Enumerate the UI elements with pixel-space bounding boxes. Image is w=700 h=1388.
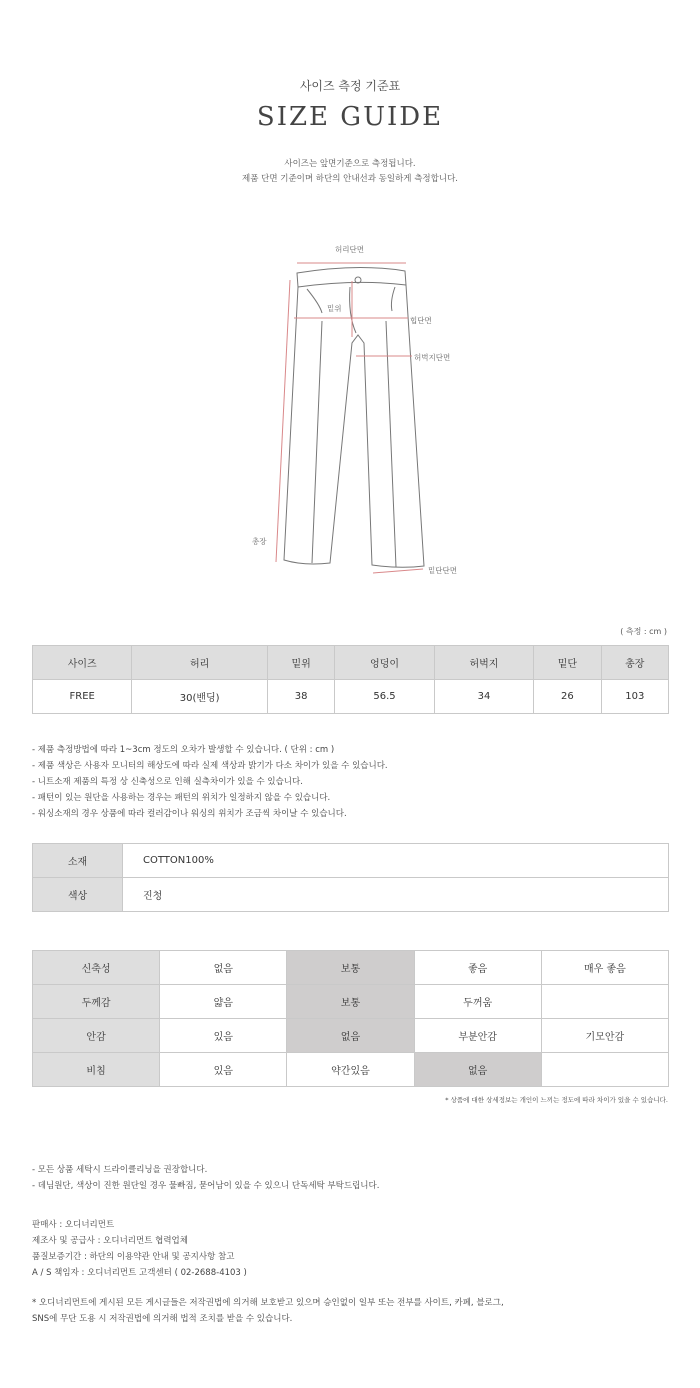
feature-option: 약간있음 bbox=[287, 1053, 414, 1087]
feature-option: 매우 좋음 bbox=[541, 951, 668, 985]
feature-option: 없음 bbox=[287, 1019, 414, 1053]
color-label: 색상 bbox=[33, 878, 123, 912]
right-crease bbox=[386, 321, 396, 567]
header-cell: 허벅지 bbox=[434, 646, 533, 680]
seller-line: 판매사 : 오디너리먼트 bbox=[32, 1220, 115, 1230]
seller-line: 품질보증기간 : 하단의 이용약관 안내 및 공지사항 참고 bbox=[32, 1252, 235, 1262]
pants-drawing bbox=[240, 235, 480, 585]
material-table bbox=[32, 843, 669, 912]
copyright-line: * 오디너리먼트에 게시된 모든 게시글들은 저작권법에 의거해 보호받고 있으며 승인없이 일부 또는 전부를 사이트, 카페, 블로그, bbox=[32, 1298, 504, 1308]
header-cell: 밑단 bbox=[534, 646, 601, 680]
feature-row-lining bbox=[33, 1019, 669, 1053]
label-hem: 밑단단면 bbox=[428, 566, 457, 575]
label-hip: 힙단면 bbox=[410, 316, 432, 325]
unit-note: ( 측정 : cm ) bbox=[620, 627, 667, 636]
header-cell: 밑위 bbox=[267, 646, 334, 680]
feature-option: 없음 bbox=[160, 951, 287, 985]
label-rise: 밑위 bbox=[327, 304, 342, 313]
fly-stitch bbox=[350, 287, 356, 333]
feature-option: 얇음 bbox=[160, 985, 287, 1019]
title-english: SIZE GUIDE bbox=[256, 102, 444, 132]
left-pocket bbox=[307, 289, 322, 313]
measurement-notes bbox=[32, 742, 388, 822]
material-label: 소재 bbox=[33, 844, 123, 878]
feature-option: 좋음 bbox=[414, 951, 541, 985]
left-crease bbox=[312, 321, 322, 563]
header-cell: 엉덩이 bbox=[335, 646, 434, 680]
seller-info bbox=[32, 1217, 247, 1281]
feature-row-stretch bbox=[33, 951, 669, 985]
size-cell: FREE bbox=[33, 680, 132, 714]
header-cell: 총장 bbox=[601, 646, 668, 680]
feature-row-thickness bbox=[33, 985, 669, 1019]
color-value: 진청 bbox=[123, 878, 669, 912]
note-line: - 제품 색상은 사용자 모니터의 해상도에 따라 실제 색상과 밝기가 다소 차이가 있을 수 있습니다. bbox=[32, 761, 388, 771]
note-line: - 데님원단, 색상이 진한 원단일 경우 물빠짐, 묻어남이 있을 수 있으니 단독세탁 부탁드립니다. bbox=[32, 1181, 380, 1191]
table-row bbox=[33, 680, 669, 714]
label-length: 총장 bbox=[252, 537, 267, 546]
features-table bbox=[32, 950, 669, 1087]
feature-option: 부분안감 bbox=[414, 1019, 541, 1053]
features-note: * 상품에 대한 상세정보는 개인이 느끼는 정도에 따라 차이가 있을 수 있습니다. bbox=[445, 1096, 668, 1104]
length-cell: 103 bbox=[601, 680, 668, 714]
note-line: - 니트소재 제품의 특정 상 신축성으로 인해 실측차이가 있을 수 있습니다. bbox=[32, 777, 303, 787]
copyright-line: SNS에 무단 도용 시 저작권법에 의거해 법적 조치를 받을 수 있습니다. bbox=[32, 1314, 293, 1324]
care-notes bbox=[32, 1162, 379, 1194]
title-korean: 사이즈 측정 기준표 bbox=[299, 79, 401, 93]
feature-option: 없음 bbox=[414, 1053, 541, 1087]
feature-label: 신축성 bbox=[33, 951, 160, 985]
note-line: - 워싱소재의 경우 상품에 따라 컬러감이나 워싱의 위치가 조금씩 차이날 수 있습니다. bbox=[32, 809, 347, 819]
length-guide-line bbox=[276, 280, 290, 562]
intro-line: 제품 단면 기준이며 하단의 안내선과 동일하게 측정합니다. bbox=[242, 174, 458, 184]
feature-option: 있음 bbox=[160, 1019, 287, 1053]
hem-guide-line bbox=[373, 569, 423, 573]
header-cell: 허리 bbox=[132, 646, 267, 680]
thigh-cell: 34 bbox=[434, 680, 533, 714]
rise-cell: 38 bbox=[267, 680, 334, 714]
label-thigh: 허벅지단면 bbox=[414, 353, 451, 362]
waist-cell: 30(밴딩) bbox=[132, 680, 267, 714]
right-pocket bbox=[391, 287, 395, 311]
feature-option: 두꺼움 bbox=[414, 985, 541, 1019]
note-line: - 모든 상품 세탁시 드라이클리닝을 권장합니다. bbox=[32, 1165, 208, 1175]
hip-cell: 56.5 bbox=[335, 680, 434, 714]
size-table bbox=[32, 645, 669, 714]
table-row bbox=[33, 878, 669, 912]
hem-cell: 26 bbox=[534, 680, 601, 714]
intro-line: 사이즈는 앞면기준으로 측정됩니다. bbox=[284, 159, 416, 169]
feature-option: 보통 bbox=[287, 985, 414, 1019]
size-table-header bbox=[33, 646, 669, 680]
seller-line: 제조사 및 공급사 : 오디너리먼트 협력업체 bbox=[32, 1236, 188, 1246]
feature-label: 안감 bbox=[33, 1019, 160, 1053]
note-line: - 패턴이 있는 원단을 사용하는 경우는 패턴의 위치가 일정하지 않을 수 있습니다. bbox=[32, 793, 331, 803]
header-cell: 사이즈 bbox=[33, 646, 132, 680]
feature-option: 보통 bbox=[287, 951, 414, 985]
material-value: COTTON100% bbox=[123, 844, 669, 878]
feature-option: 있음 bbox=[160, 1053, 287, 1087]
feature-option bbox=[541, 985, 668, 1019]
seller-line: A / S 책임자 : 오디너리먼트 고객센터 ( 02-2688-4103 ) bbox=[32, 1268, 247, 1278]
label-waist: 허리단면 bbox=[335, 245, 364, 254]
feature-label: 두께감 bbox=[33, 985, 160, 1019]
feature-row-sheerness bbox=[33, 1053, 669, 1087]
table-row bbox=[33, 844, 669, 878]
note-line: - 제품 측정방법에 따라 1~3cm 정도의 오차가 발생할 수 있습니다. ( 단위 : cm ) bbox=[32, 745, 335, 755]
feature-option bbox=[541, 1053, 668, 1087]
intro-text bbox=[0, 157, 700, 187]
feature-option: 기모안감 bbox=[541, 1019, 668, 1053]
feature-label: 비침 bbox=[33, 1053, 160, 1087]
copyright-notice bbox=[32, 1295, 504, 1327]
pants-diagram bbox=[240, 235, 480, 585]
